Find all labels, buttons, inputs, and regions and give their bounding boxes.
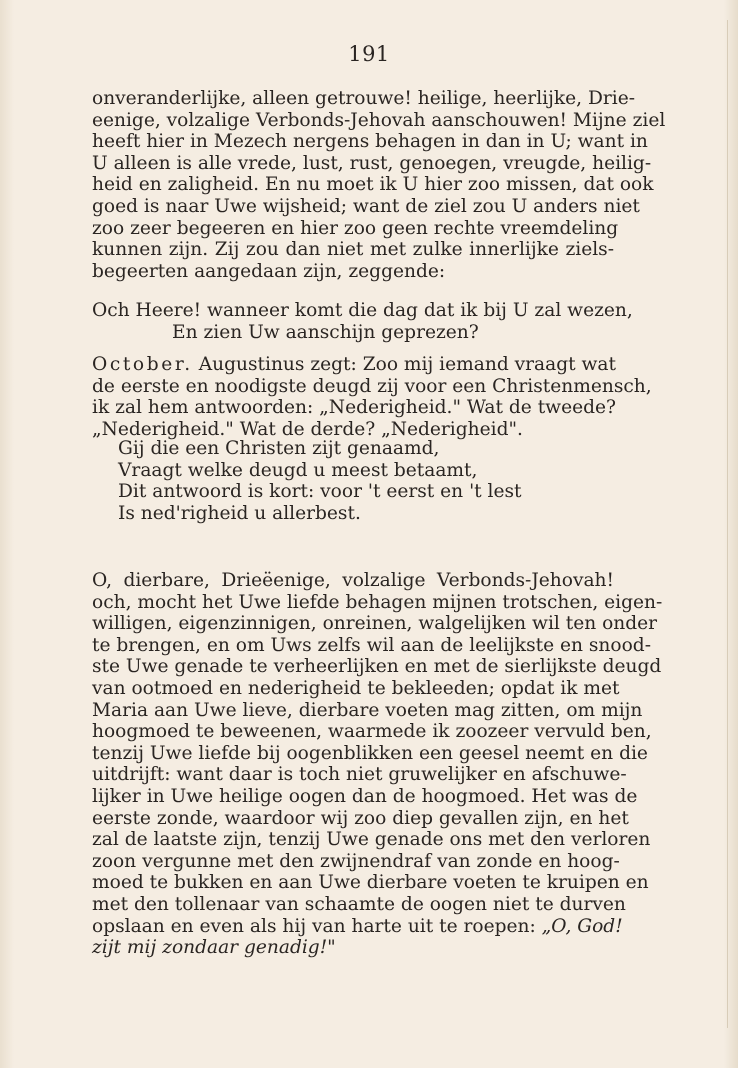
text-line: willigen, eigenzinnigen, onreinen, walgelijken wil ten onder: [92, 613, 658, 635]
text-line: ik zal hem antwoorden: „Nederigheid." Wat de tweede?: [92, 397, 616, 419]
text-line: O, dierbare, Drieëenige, volzalige Verbonds-Jehovah!: [92, 570, 614, 591]
poem-line: Dit antwoord is kort: voor 't eerst en 't lest: [118, 481, 522, 503]
text-line: zoon vergunne met den zwijnendraf van zonde en hoog-: [92, 850, 620, 872]
poem-line: Is ned'righeid u allerbest.: [118, 502, 361, 524]
page-edge-left: [0, 0, 14, 1068]
text-line: te brengen, en om Uws zelfs wil aan de leelijkste en snood-: [92, 634, 651, 656]
text-line: [92, 915, 623, 938]
paragraph-3: [92, 570, 663, 959]
verse-line: En zien Uw aanschijn geprezen?: [172, 321, 479, 343]
closing-prayer-italic: zijt mij zondaar genadig!": [92, 937, 336, 959]
verse-couplet: [92, 300, 633, 343]
text-line: zal de laatste zijn, tenzij Uwe genade ons met den verloren: [92, 829, 651, 851]
text-line: hoogmoed te beweenen, waarmede ik zoozeer vervuld ben,: [92, 721, 652, 743]
text-line: onveranderlijke, alleen getrouwe! heilige, heerlijke, Drie-: [92, 88, 635, 109]
text-line: eerste zonde, waardoor wij zoo diep gevallen zijn, en het: [92, 807, 629, 829]
text-line: tenzij Uwe liefde bij oogenblikken een geesel neemt en die: [92, 742, 648, 764]
text-line: ste Uwe genade te verheerlijken en met de sierlijkste deugd: [92, 656, 662, 678]
text-line: eenige, volzalige Verbonds-Jehovah aanschouwen! Mijne ziel: [92, 109, 666, 131]
verse-line: Och Heere! wanneer komt die dag dat ik bij U zal wezen,: [92, 300, 633, 321]
text-line: heid en zaligheid. En nu moet ik U hier zoo missen, dat ook: [92, 174, 654, 196]
text-line: zoo zeer begeeren en hier zoo geen rechte vreemdeling: [92, 217, 619, 239]
text-line: kunnen zijn. Zij zou dan niet met zulke innerlijke ziels-: [92, 239, 614, 261]
text-line-rest: Augustinus zegt: Zoo mij iemand vraagt wat: [192, 354, 616, 375]
text-line: U alleen is alle vrede, lust, rust, genoegen, vreugde, heilig-: [92, 152, 652, 174]
paragraph-1: [92, 88, 666, 282]
text-line: heeft hier in Mezech nergens behagen in dan in U; want in: [92, 131, 648, 153]
text-line: [92, 937, 614, 959]
exclamation-italic: „O, God!: [541, 915, 623, 937]
text-line: [92, 354, 614, 376]
text-line: „Nederigheid." Wat de derde? „Nederigheid".: [92, 418, 523, 440]
text-line: lijker in Uwe heilige oogen dan de hoogmoed. Het was de: [92, 785, 638, 807]
text-line: uitdrijft: want daar is toch niet gruwelijker en afschuwe-: [92, 764, 627, 786]
page-number: 191: [348, 42, 390, 66]
month-heading: October.: [92, 354, 193, 375]
poem: [118, 438, 578, 524]
text-line: met den tollenaar van schaamte de oogen niet te durven: [92, 893, 626, 915]
text-line: moed te bukken en aan Uwe dierbare voeten te kruipen en: [92, 872, 649, 894]
paragraph-2: [92, 354, 652, 440]
text-line: van ootmoed en nederigheid te bekleeden; opdat ik met: [92, 677, 620, 699]
text-line: goed is naar Uwe wijsheid; want de ziel zou U anders niet: [92, 195, 640, 217]
text-line: de eerste en noodigste deugd zij voor een Christenmensch,: [92, 375, 652, 397]
page-edge-right: [724, 0, 738, 1068]
poem-line: Gij die een Christen zijt genaamd,: [118, 438, 440, 459]
poem-line: Vraagt welke deugd u meest betaamt,: [118, 459, 478, 481]
text-line: begeerten aangedaan zijn, zeggende:: [92, 260, 446, 282]
text-line: och, mocht het Uwe liefde behagen mijnen trotschen, eigen-: [92, 591, 663, 613]
text-line: Maria aan Uwe lieve, dierbare voeten mag zitten, om mijn: [92, 699, 643, 721]
text-line-plain: opslaan en even als hij van harte uit te roepen:: [92, 915, 542, 937]
